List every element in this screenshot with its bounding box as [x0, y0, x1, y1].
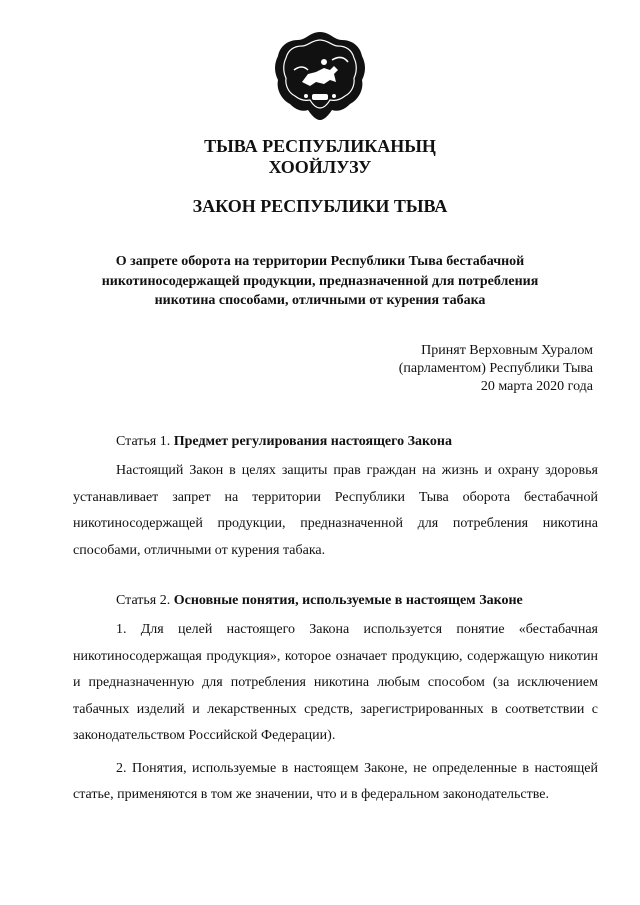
article-1-title: Предмет регулирования настоящего Закона [173, 434, 452, 449]
article-2-title: Основные понятия, используемые в настоящем Законе [173, 593, 523, 608]
article-2-paragraph-1: 1. Для целей настоящего Закона используется понятие «бестабачная никотиносодержащая продукция», которое означает продукцию, содержащую никотин и предназначенную для потребления никотина любым способом (за исключением табачных изделий и лекарственных средств, зарегистрированных в соответствии с законодательством Российской Федерации). [73, 622, 598, 743]
article-2-heading [73, 591, 598, 611]
article-1 [73, 432, 598, 564]
article-1-label: Статья 1. [116, 434, 171, 449]
republic-emblem-icon [272, 30, 368, 122]
adoption-date: 20 марта 2020 года [480, 379, 593, 394]
republic-name-heading [0, 136, 640, 178]
article-1-heading [73, 432, 598, 452]
article-1-text: Настоящий Закон в целях защиты прав граждан на жизнь и охрану здоровья устанавливает запрет на территории Республики Тыва оборота бестабачной никотиносодержащей продукции, предназначенной для потребления никотина способами, отличными от курения табака. [73, 463, 598, 558]
law-subject-line1: О запрете оборота на территории Республики Тыва бестабачной [115, 254, 525, 269]
law-title: ЗАКОН РЕСПУБЛИКИ ТЫВА [192, 196, 448, 216]
article-2-paragraph-2: 2. Понятия, используемые в настоящем Законе, не определенные в настоящей статье, применяются в том же значении, что и в федеральном законодательстве. [73, 760, 598, 802]
law-subject [60, 252, 580, 311]
article-2-label: Статья 2. [116, 593, 171, 608]
adoption-note [399, 342, 593, 396]
republic-name-line2: ХООЙЛУЗУ [268, 157, 372, 177]
adoption-note-line2: (парламентом) Республики Тыва [398, 361, 593, 376]
article-2 [73, 591, 598, 809]
law-subject-line2: никотиносодержащей продукции, предназначенной для потребления [101, 273, 539, 289]
adoption-note-line1: Принят Верховным Хуралом [421, 343, 593, 358]
law-subject-line3: никотина способами, отличными от курения табака [154, 293, 486, 308]
republic-name-line1: ТЫВА РЕСПУБЛИКАНЫҢ [204, 136, 436, 156]
